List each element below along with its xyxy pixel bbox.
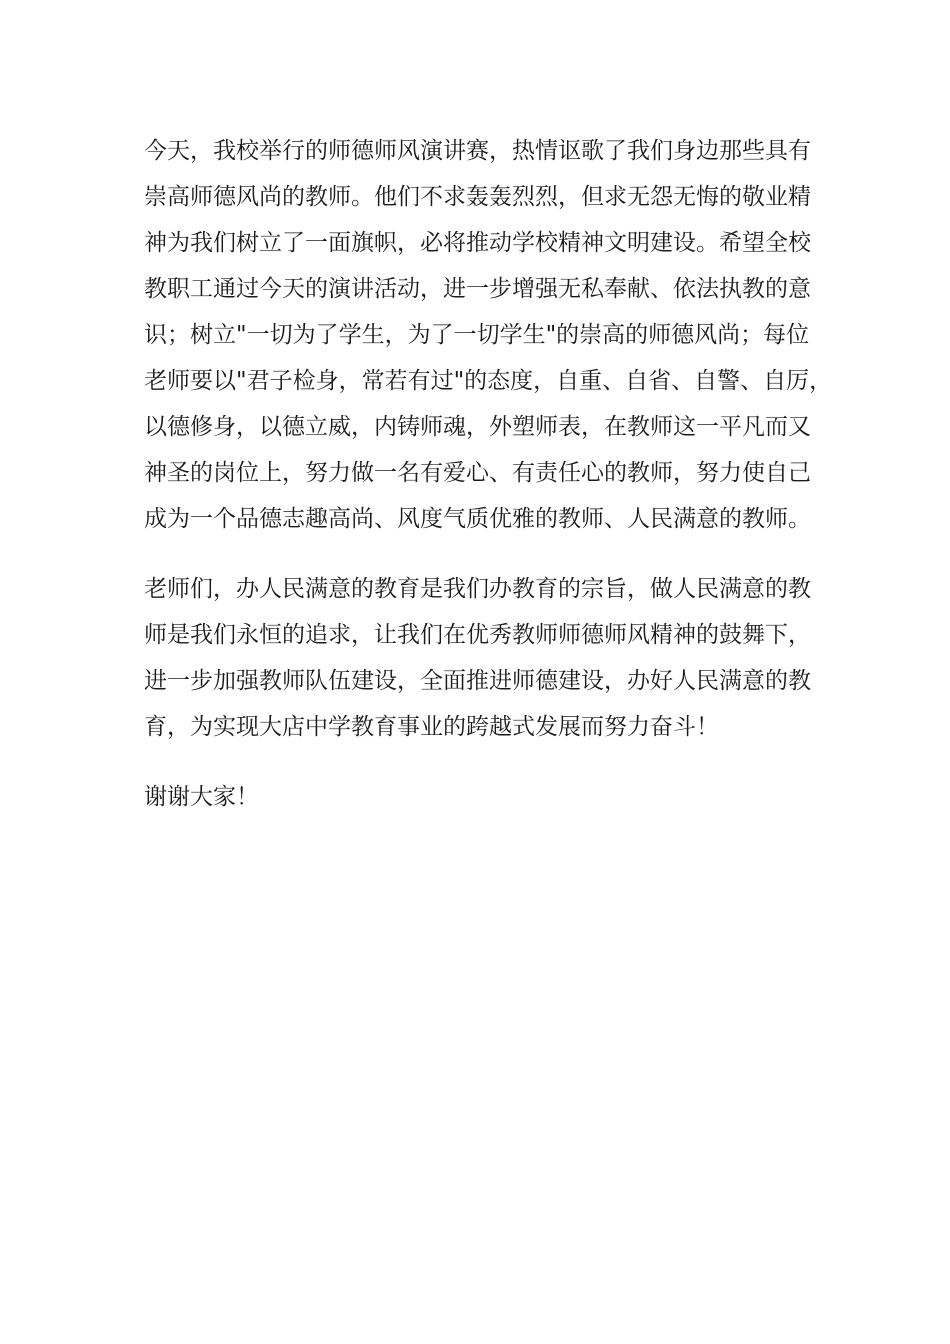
paragraph-spacer [144, 542, 830, 566]
paragraph-line: 老师要以"君子检身，常若有过"的态度，自重、自省、自警、自厉， [144, 368, 833, 394]
paragraph-line: 神圣的岗位上，努力做一名有爱心、有责任心的教师，努力使自己 [144, 460, 811, 486]
paragraph-2 [144, 566, 830, 750]
paragraph-line: 今天，我校举行的师德师风演讲赛，热情讴歌了我们身边那些具有 [144, 138, 811, 164]
paragraph-line: 神为我们树立了一面旗帜，必将推动学校精神文明建设。希望全校 [144, 230, 811, 256]
paragraph-3 [144, 774, 830, 820]
document-body [144, 128, 833, 820]
paragraph-line: 以德修身，以德立威，内铸师魂，外塑师表，在教师这一平凡而又 [144, 414, 811, 440]
paragraph-line: 教职工通过今天的演讲活动，进一步增强无私奉献、依法执教的意 [144, 276, 811, 302]
paragraph-1 [144, 128, 833, 542]
paragraph-line: 识；树立"一切为了学生，为了一切学生"的崇高的师德风尚；每位 [144, 322, 810, 348]
paragraph-line: 老师们，办人民满意的教育是我们办教育的宗旨，做人民满意的教 [144, 576, 811, 602]
closing-line: 谢谢大家！ [144, 784, 259, 810]
paragraph-line: 成为一个品德志趣高尚、风度气质优雅的教师、人民满意的教师。 [144, 506, 811, 532]
paragraph-line: 育，为实现大店中学教育事业的跨越式发展而努力奋斗！ [144, 714, 719, 740]
paragraph-line: 师是我们永恒的追求，让我们在优秀教师师德师风精神的鼓舞下， [144, 622, 811, 648]
paragraph-line: 进一步加强教师队伍建设，全面推进师德建设，办好人民满意的教 [144, 668, 811, 694]
paragraph-line: 崇高师德风尚的教师。他们不求轰轰烈烈，但求无怨无悔的敬业精 [144, 184, 811, 210]
paragraph-spacer [144, 750, 830, 774]
